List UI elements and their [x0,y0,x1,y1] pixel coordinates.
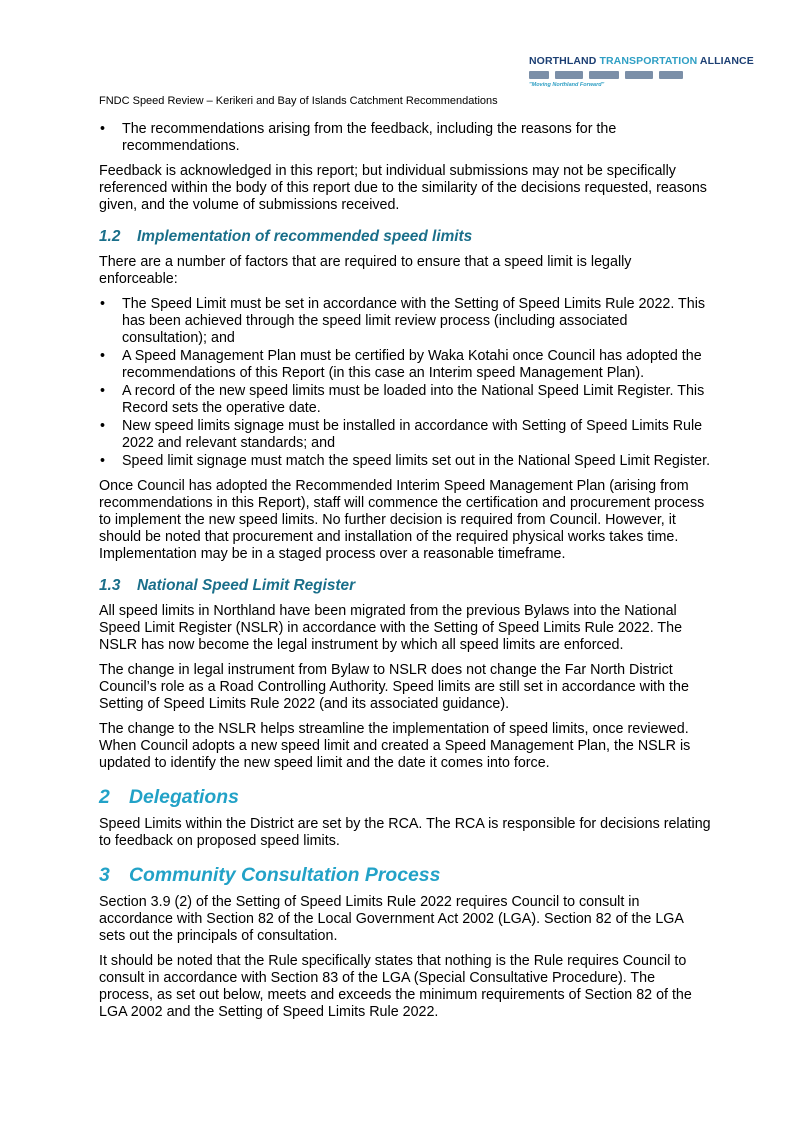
paragraph: The change in legal instrument from Bylaw to NSLR does not change the Far North District Council’s role as a Road Controlling Authority. Speed limits are still set in accordance with the Setting of Speed Limits Rule 2022 (and its associated guidance). [99,662,689,712]
partner-logo [529,71,549,79]
document-body [99,121,711,1029]
section-heading-3: 3 Community Consultation Process [99,864,441,886]
partner-logo [555,71,583,79]
paragraph: Once Council has adopted the Recommended Interim Speed Management Plan (arising from recommendations in this Report), staff will commence the certification and procurement process to implement the new speed limits. No further decision is required from Council. However, it should be noted that procurement and installation of the required physical works takes time. Implementation may be in a staged process over a reasonable timeframe. [99,478,705,562]
logo-title: NORTHLAND TRANSPORTATION ALLIANCE [529,55,754,67]
northland-transportation-alliance-logo [529,55,754,95]
list-item: • A Speed Management Plan must be certified by Waka Kotahi once Council has adopted the recommendations of this Report (in this case an Interim speed Management Plan). [99,348,711,382]
list-item: • A record of the new speed limits must be loaded into the National Speed Limit Register. This Record sets the operative date. [99,383,711,417]
paragraph: Speed Limits within the District are set by the RCA. The RCA is responsible for decisions relating to feedback on proposed speed limits. [99,816,711,849]
partner-logo [589,71,619,79]
paragraph: All speed limits in Northland have been migrated from the previous Bylaws into the National Speed Limit Register (NSLR) in accordance with the Setting of Speed Limits Rule 2022. The NSLR has now become the legal instrument by which all speed limits are enforced. [99,603,683,653]
section-heading-1-3: 1.3 National Speed Limit Register [99,577,356,594]
paragraph: Feedback is acknowledged in this report; but individual submissions may not be specifically referenced within the body of this report due to the similarity of the decisions requested, reasons given, and the volume of submissions received. [99,163,707,213]
partner-logo [659,71,683,79]
list-item: • New speed limits signage must be installed in accordance with Setting of Speed Limits Rule 2022 and relevant standards; and [99,418,711,452]
partner-logo [625,71,653,79]
paragraph: Section 3.9 (2) of the Setting of Speed Limits Rule 2022 requires Council to consult in accordance with Section 82 of the Local Government Act 2002 (LGA). Section 82 of the LGA sets out the principals of consultation. [99,894,684,944]
paragraph: It should be noted that the Rule specifically states that nothing is the Rule requires Council to consult in accordance with Section 83 of the LGA (Special Consultative Procedure). The process, as set out below, meets and exceeds the minimum requirements of Section 82 of the LGA 2002 and the Setting of Speed Limits Rule 2022. [99,953,692,1020]
paragraph: The change to the NSLR helps streamline the implementation of speed limits, once reviewed. When Council adopts a new speed limit and created a Speed Management Plan, the NSLR is updated to identify the new speed limit and the date it comes into force. [99,721,691,771]
section-heading-1-2: 1.2 Implementation of recommended speed limits [99,228,473,245]
paragraph: There are a number of factors that are required to ensure that a speed limit is legally enforceable: [99,254,632,287]
logo-tagline: "Moving Northland Forward" [529,82,605,88]
list-item: • Speed limit signage must match the speed limits set out in the National Speed Limit Register. [99,453,711,470]
list-item: • The Speed Limit must be set in accordance with the Setting of Speed Limits Rule 2022. This has been achieved through the speed limit review process (including associated consultation); and [99,296,711,347]
list-item: • The recommendations arising from the feedback, including the reasons for the recommendations. [99,121,711,155]
partner-logos [529,70,709,80]
intro-bullet-list [99,121,711,155]
section-heading-2: 2 Delegations [99,786,239,808]
requirements-bullet-list [99,296,711,470]
running-header: FNDC Speed Review – Kerikeri and Bay of Islands Catchment Recommendations [99,95,498,107]
